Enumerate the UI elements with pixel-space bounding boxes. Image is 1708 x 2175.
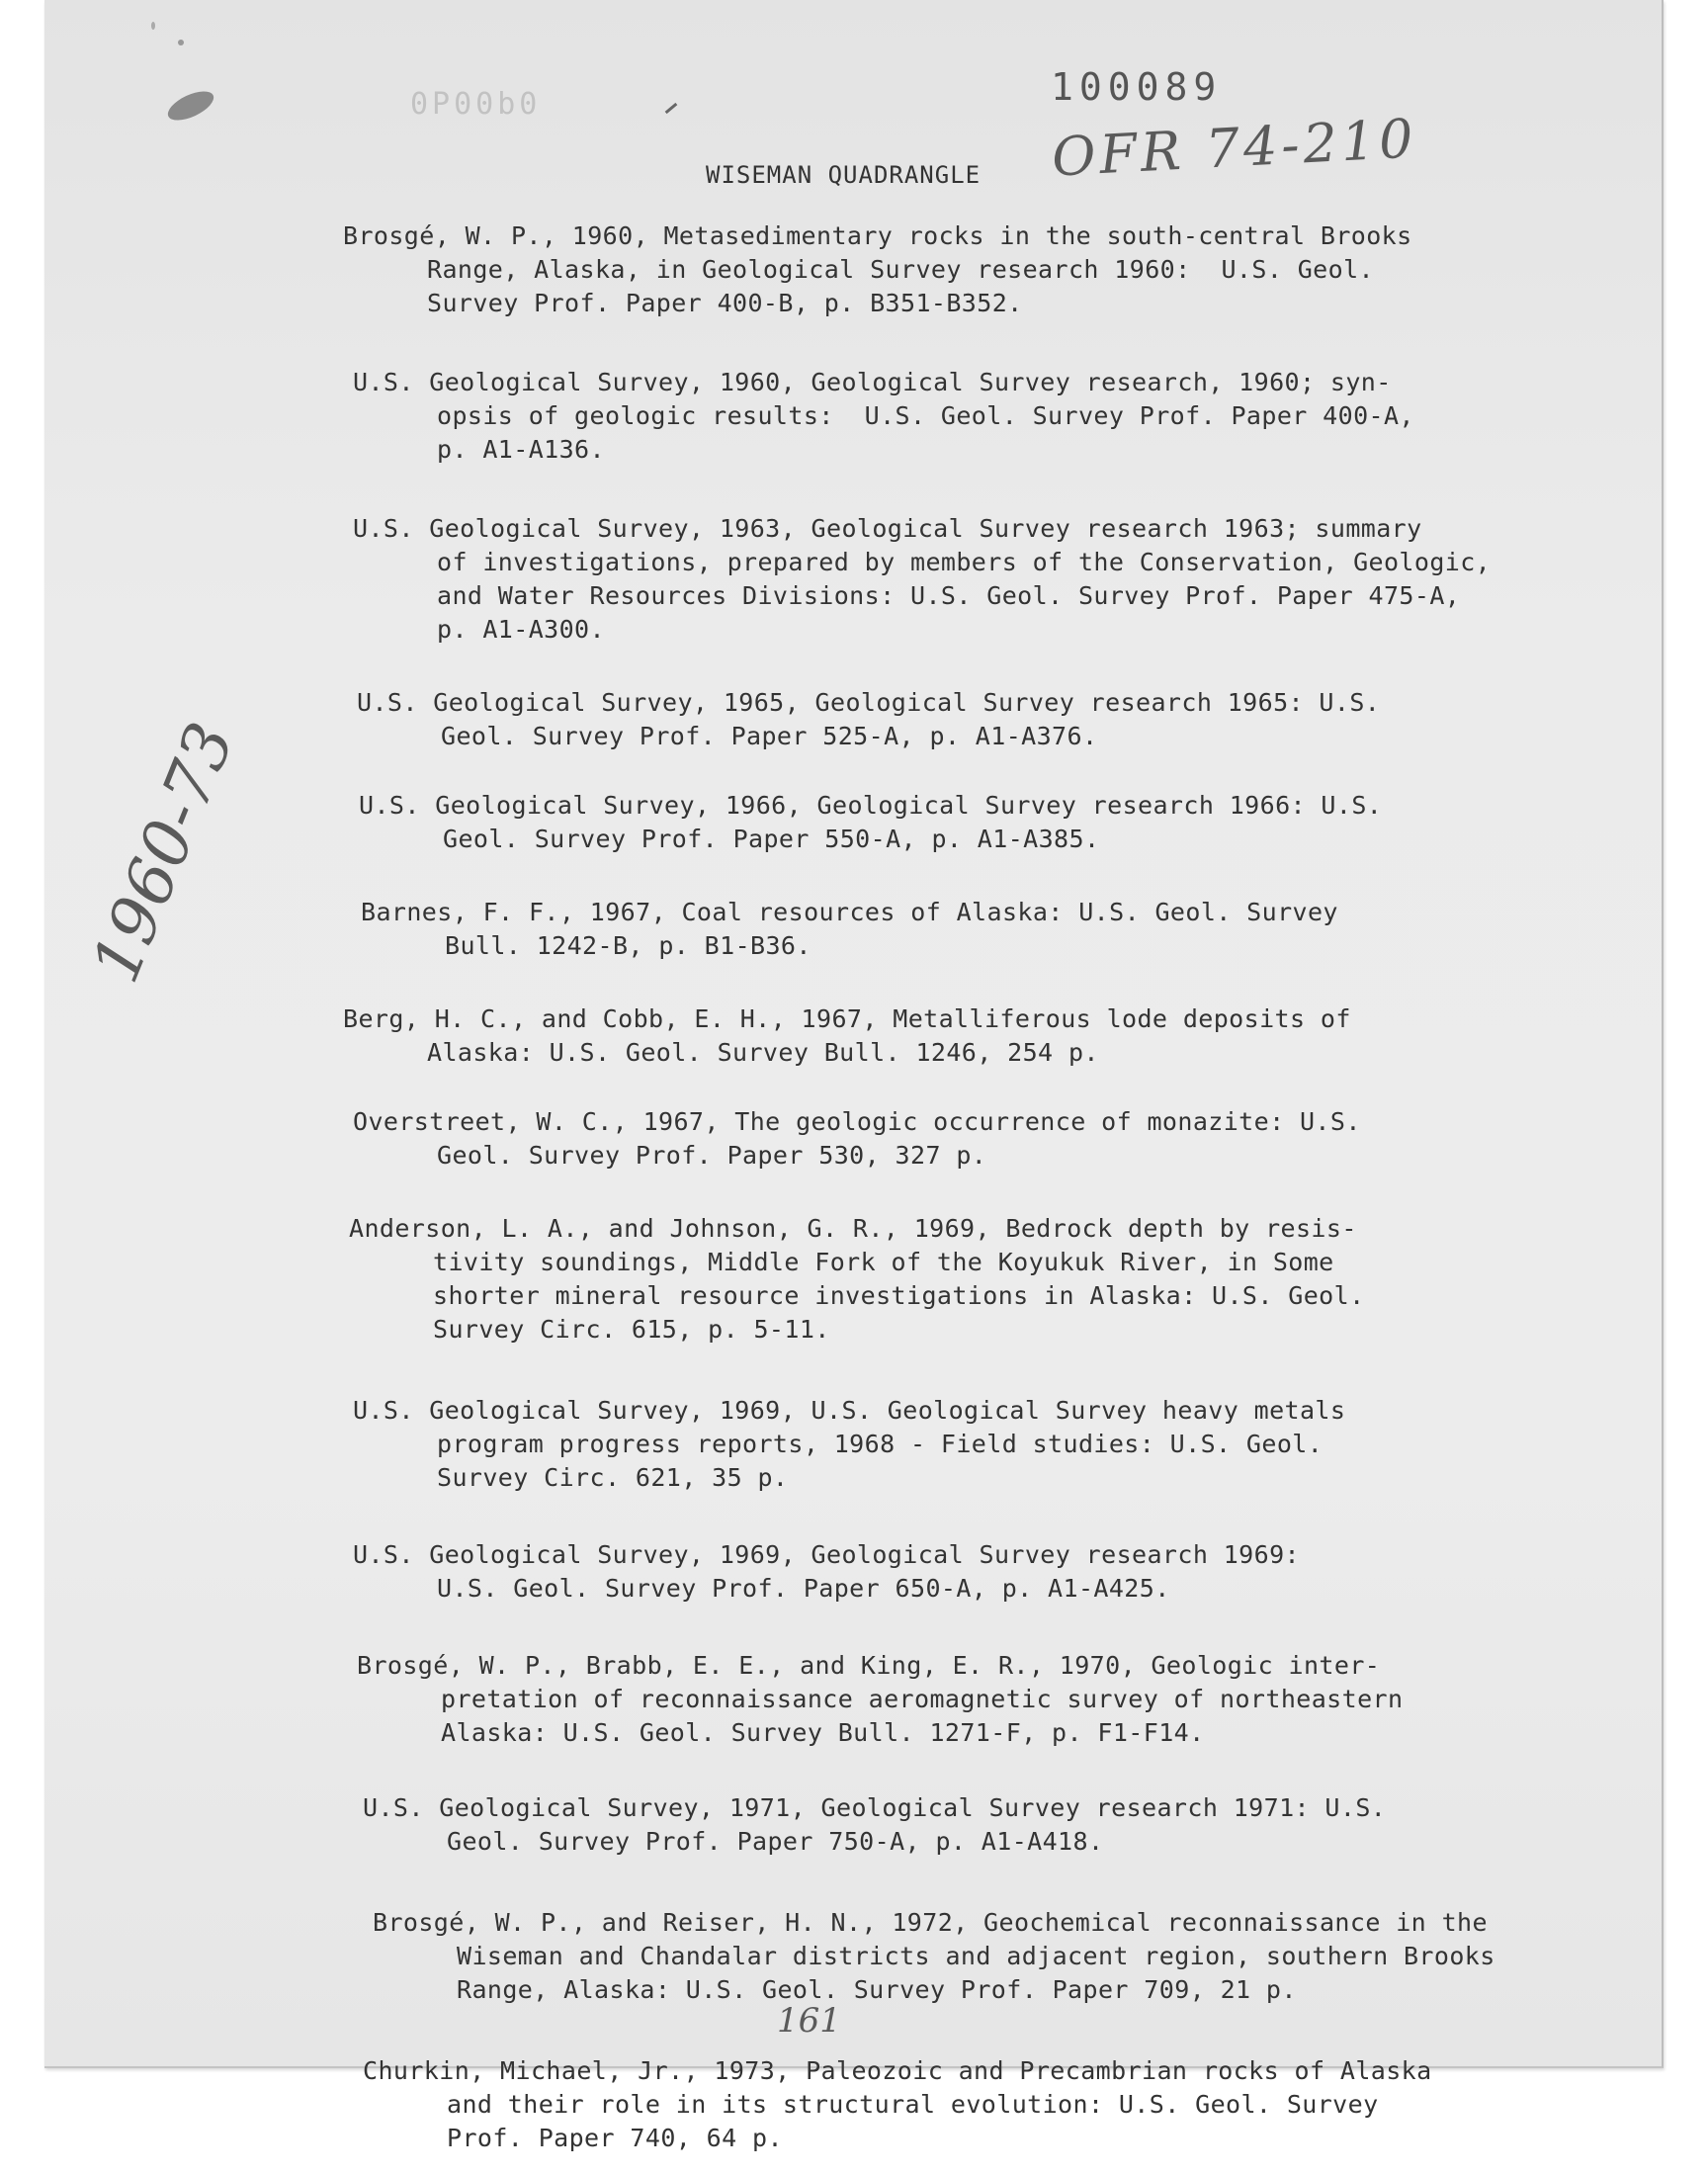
- reference-line: Geol. Survey Prof. Paper 550-A, p. A1-A385.: [443, 825, 1100, 853]
- reference-entry: [353, 366, 1598, 467]
- reference-line: Geol. Survey Prof. Paper 525-A, p. A1-A376.: [441, 722, 1098, 750]
- reference-line: Prof. Paper 740, 64 p.: [447, 2124, 783, 2152]
- reference-line: U.S. Geological Survey, 1960, Geological Survey research, 1960; syn-: [353, 368, 1392, 396]
- ink-speck: [178, 40, 184, 45]
- reference-line: Wiseman and Chandalar districts and adjacent region, southern Brooks: [457, 1942, 1495, 1970]
- reference-line: program progress reports, 1968 - Field studies: U.S. Geol.: [437, 1430, 1324, 1458]
- stamp-number: 100089: [1051, 65, 1223, 109]
- reference-entry: [357, 686, 1598, 753]
- ink-speck: [151, 22, 155, 30]
- reference-line: Survey Prof. Paper 400-B, p. B351-B352.: [427, 289, 1023, 317]
- report-id-handwritten: OFR 74-210: [1050, 107, 1418, 189]
- reference-line: Survey Circ. 615, p. 5-11.: [433, 1315, 830, 1344]
- reference-line: tivity soundings, Middle Fork of the Koyukuk River, in Some: [433, 1248, 1334, 1276]
- reference-line: Brosgé, W. P., 1960, Metasedimentary rocks in the south-central Brooks: [343, 221, 1412, 250]
- reference-line: U.S. Geol. Survey Prof. Paper 650-A, p. A1-A425.: [437, 1574, 1170, 1603]
- reference-line: U.S. Geological Survey, 1969, U.S. Geological Survey heavy metals: [353, 1396, 1346, 1425]
- reference-entry: [357, 1649, 1598, 1750]
- reference-line: U.S. Geological Survey, 1969, Geological Survey research 1969:: [353, 1540, 1300, 1569]
- page-number: 161: [777, 2001, 841, 2041]
- reference-line: p. A1-A136.: [437, 435, 605, 464]
- reference-line: and Water Resources Divisions: U.S. Geol. Survey Prof. Paper 475-A,: [437, 581, 1461, 610]
- reference-line: p. A1-A300.: [437, 615, 605, 644]
- reference-entry: [361, 896, 1598, 963]
- reference-line: Survey Circ. 621, 35 p.: [437, 1463, 789, 1492]
- reference-entry: [363, 1791, 1598, 1859]
- reference-line: U.S. Geological Survey, 1965, Geological Survey research 1965: U.S.: [357, 688, 1381, 717]
- reference-line: Brosgé, W. P., and Reiser, H. N., 1972, Geochemical reconnaissance in the: [373, 1908, 1488, 1937]
- reference-entry: [343, 219, 1598, 320]
- reference-line: of investigations, prepared by members of the Conservation, Geologic,: [437, 548, 1492, 576]
- reference-line: Overstreet, W. C., 1967, The geologic occurrence of monazite: U.S.: [353, 1107, 1361, 1136]
- reference-line: Alaska: U.S. Geol. Survey Bull. 1246, 254 p.: [427, 1038, 1099, 1067]
- reference-entry: [349, 1212, 1598, 1347]
- reference-line: Range, Alaska, in Geological Survey research 1960: U.S. Geol.: [427, 255, 1374, 284]
- reference-entry: [353, 1394, 1598, 1495]
- reference-line: Range, Alaska: U.S. Geol. Survey Prof. Paper 709, 21 p.: [457, 1975, 1297, 2004]
- reference-line: Churkin, Michael, Jr., 1973, Paleozoic and Precambrian rocks of Alaska: [363, 2056, 1432, 2085]
- reference-line: Geol. Survey Prof. Paper 530, 327 p.: [437, 1141, 987, 1170]
- reference-line: Bull. 1242-B, p. B1-B36.: [445, 931, 811, 960]
- reference-entry: [359, 789, 1598, 856]
- reference-line: and their role in its structural evolution: U.S. Geol. Survey: [447, 2090, 1379, 2119]
- reference-list: [343, 219, 1598, 2155]
- reference-line: Brosgé, W. P., Brabb, E. E., and King, E. R., 1970, Geologic inter-: [357, 1651, 1381, 1680]
- page-title: WISEMAN QUADRANGLE: [706, 161, 982, 189]
- reference-line: U.S. Geological Survey, 1963, Geological Survey research 1963; summary: [353, 514, 1422, 543]
- reference-line: U.S. Geological Survey, 1971, Geological Survey research 1971: U.S.: [363, 1793, 1387, 1822]
- reference-entry: [363, 2054, 1598, 2155]
- reference-line: Berg, H. C., and Cobb, E. H., 1967, Metalliferous lode deposits of: [343, 1004, 1351, 1033]
- reference-line: Alaska: U.S. Geol. Survey Bull. 1271-F, p. F1-F14.: [441, 1718, 1205, 1747]
- reference-entry: [353, 1538, 1598, 1606]
- reference-line: pretation of reconnaissance aeromagnetic survey of northeastern: [441, 1685, 1404, 1713]
- reference-line: opsis of geologic results: U.S. Geol. Survey Prof. Paper 400-A,: [437, 401, 1414, 430]
- faint-stamp: 0P00b0: [410, 87, 542, 122]
- reference-entry: [373, 1906, 1598, 2007]
- margin-note-handwritten: 1960-73: [77, 712, 250, 993]
- reference-entry: [353, 1105, 1598, 1173]
- reference-entry: [353, 512, 1598, 647]
- reference-entry: [343, 1002, 1598, 1070]
- reference-line: U.S. Geological Survey, 1966, Geological Survey research 1966: U.S.: [359, 791, 1383, 820]
- reference-line: Barnes, F. F., 1967, Coal resources of Alaska: U.S. Geol. Survey: [361, 898, 1338, 926]
- reference-line: Anderson, L. A., and Johnson, G. R., 1969, Bedrock depth by resis-: [349, 1214, 1357, 1243]
- reference-line: shorter mineral resource investigations in Alaska: U.S. Geol.: [433, 1281, 1365, 1310]
- reference-line: Geol. Survey Prof. Paper 750-A, p. A1-A418.: [447, 1827, 1104, 1856]
